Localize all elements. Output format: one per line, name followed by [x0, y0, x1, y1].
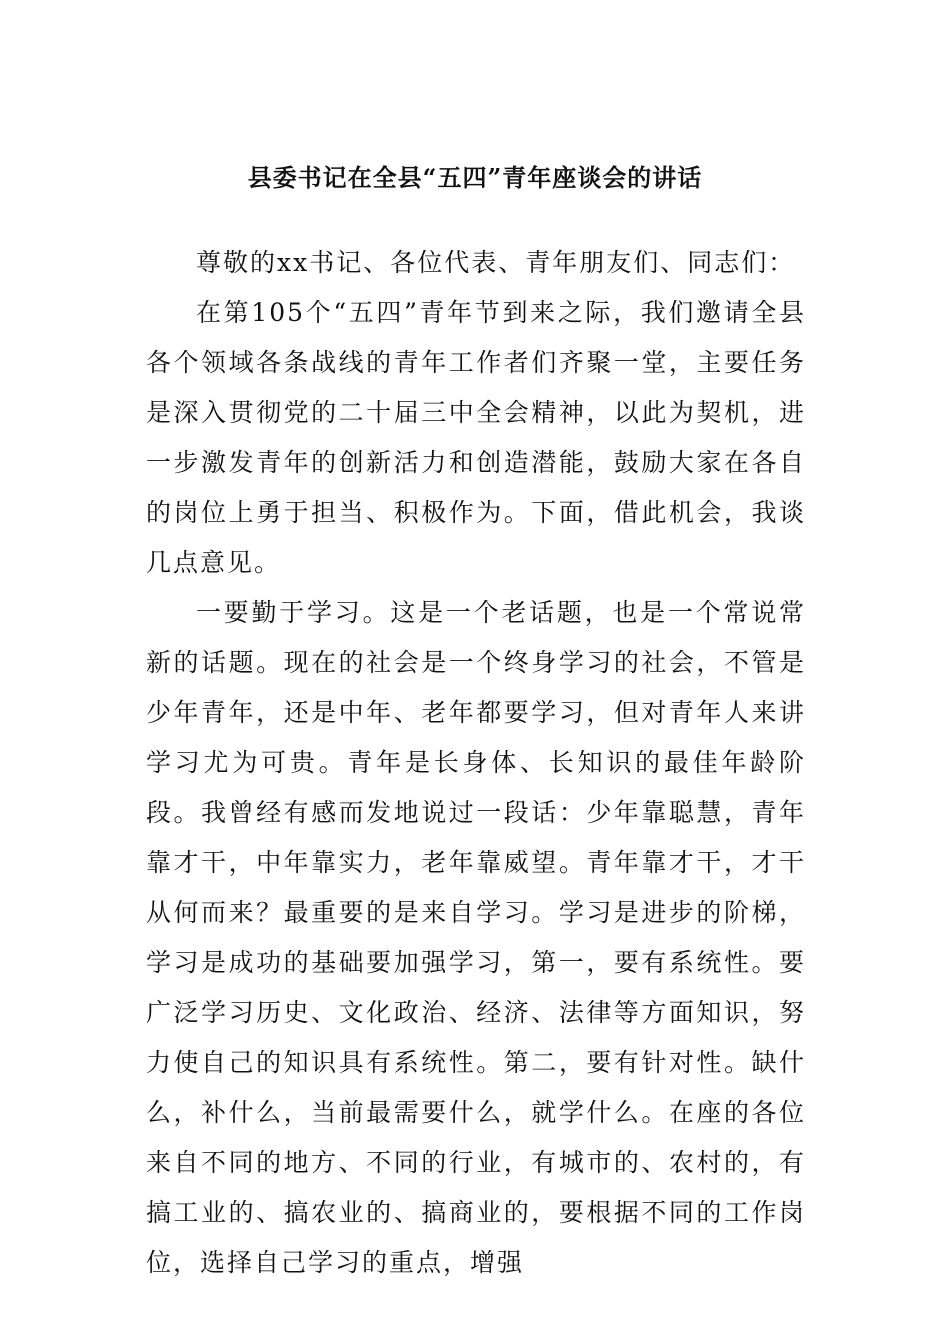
- document-title: 县委书记在全县“五四”青年座谈会的讲话: [247, 163, 703, 192]
- document-body: [146, 238, 806, 1288]
- salutation-paragraph: 尊敬的xx书记、各位代表、青年朋友们、同志们：: [196, 248, 796, 277]
- study-paragraph: 一要勤于学习。这是一个老话题，也是一个常说常新的话题。现在的社会是一个终身学习的社会，不管是少年青年，还是中年、老年都要学习，但对青年人来讲学习尤为可贵。青年是长身体、长知识的最佳年龄阶段。我曾经有感而发地说过一段话：少年靠聪慧，青年靠才干，中年靠实力，老年靠威望。青年靠才干，才干从何而来？最重要的是来自学习。学习是进步的阶梯，学习是成功的基础要加强学习，第一，要有系统性。要广泛学习历史、文化政治、经济、法律等方面知识，努力使自己的知识具有系统性。第二，要有针对性。缺什么，补什么，当前最需要什么，就学什么。在座的各位来自不同的地方、不同的行业，有城市的、农村的，有搞工业的、搞农业的、搞商业的，要根据不同的工作岗位，选择自己学习的重点，增强: [146, 598, 806, 1277]
- opening-paragraph: 在第105个“五四”青年节到来之际，我们邀请全县各个领域各条战线的青年工作者们齐聚一堂，主要任务是深入贯彻党的二十届三中全会精神，以此为契机，进一步激发青年的创新活力和创造潜能，鼓励大家在各自的岗位上勇于担当、积极作为。下面，借此机会，我谈几点意见。: [146, 298, 806, 577]
